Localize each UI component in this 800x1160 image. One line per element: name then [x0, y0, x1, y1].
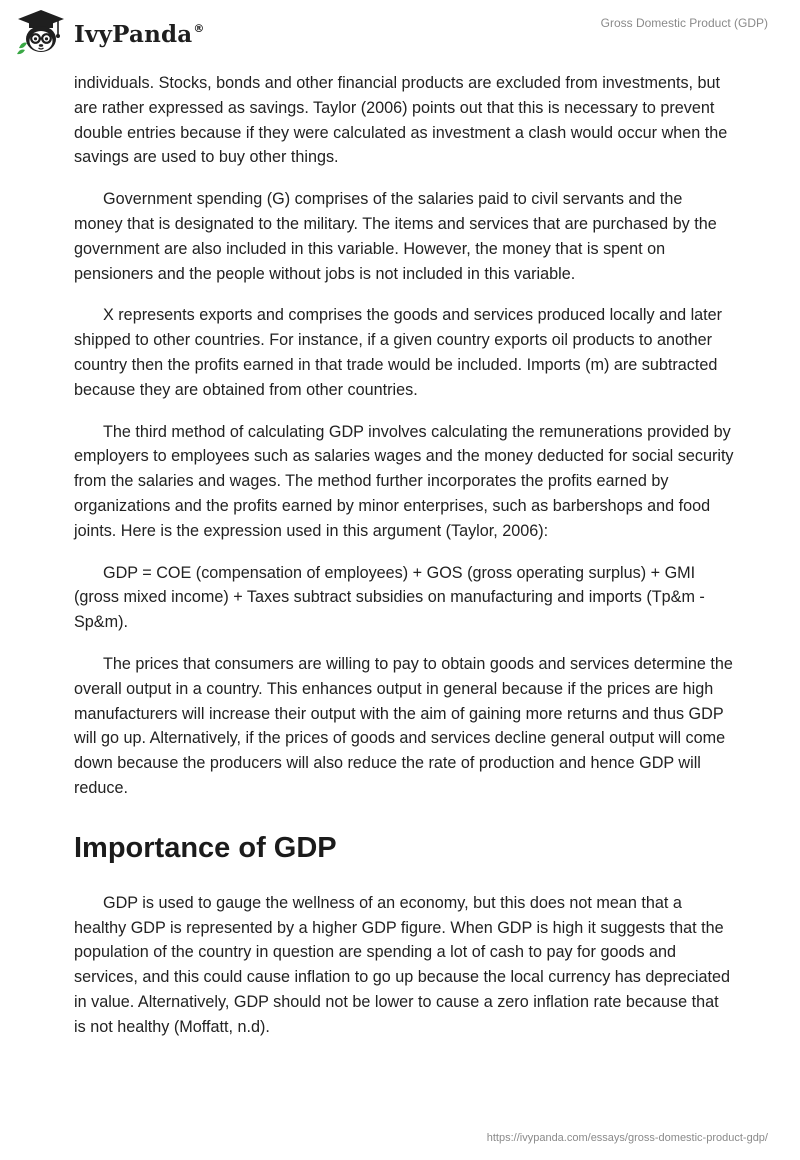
paragraph: X represents exports and comprises the goods and services produced locally and later shipped to other countries. For instance, if a given country exports oil products to another country then the profits earned in that trade would be included. Imports (m) are subtracted because they are obtained from other countries.	[74, 306, 723, 399]
ivypanda-logo[interactable]	[14, 8, 205, 56]
essay-content	[74, 71, 734, 1057]
gdp-formula-paragraph: GDP = COE (compensation of employees) + GOS (gross operating surplus) + GMI (gross mixed income) + Taxes subtract subsidies on manufacturing and imports (Tp&m - Sp&m).	[74, 563, 705, 632]
paragraph: GDP is used to gauge the wellness of an economy, but this does not mean that a healthy GDP is represented by a higher GDP figure. When GDP is high it suggests that the population of the country in question are spending a lot of cash to pay for goods and services, and this could cause inflation to go up because the local currency has depreciated in value. Alternatively, GDP should not be lower to cause a zero inflation rate because that is not healthy (Moffatt, n.d).	[74, 893, 730, 1036]
paragraph: individuals. Stocks, bonds and other financial products are excluded from investments, but are rather expressed as savings. Taylor (2006) points out that this is necessary to prevent double entries because if they were calculated as investment a clash would occur when the savings are used to buy other things.	[74, 74, 728, 167]
document-title: Gross Domestic Product (GDP)	[600, 16, 768, 30]
paragraph: The third method of calculating GDP involves calculating the remunerations provided by employers to employees such as salaries wages and the money deducted for social security from the salaries and wages. The method further incorporates the profits earned by organizations and the profits earned by minor enterprises, such as barbershops and food joints. Here is the expression used in this argument (Taylor, 2006):	[74, 422, 734, 540]
brand-name: IvyPanda®	[74, 20, 205, 48]
paragraph: The prices that consumers are willing to pay to obtain goods and services determine the overall output in a country. This enhances output in general because if the prices are high manufacturers will increase their output with the aim of gaining more returns and thus GDP will go up. Alternatively, if the prices of goods and services decline general output will come down because the producers will also reduce the rate of production and hence GDP will reduce.	[74, 654, 733, 797]
section-heading: Importance of GDP	[74, 831, 337, 864]
page-header	[0, 0, 800, 66]
footer-url[interactable]: https://ivypanda.com/essays/gross-domestic-product-gdp/	[486, 1132, 768, 1144]
panda-graduate-icon	[14, 8, 68, 56]
registered-mark: ®	[193, 21, 205, 35]
paragraph: Government spending (G) comprises of the salaries paid to civil servants and the money that is designated to the military. The items and services that are purchased by the government are also included in this variable. However, the money that is spent on pensioners and the people without jobs is not included in this variable.	[74, 190, 717, 283]
